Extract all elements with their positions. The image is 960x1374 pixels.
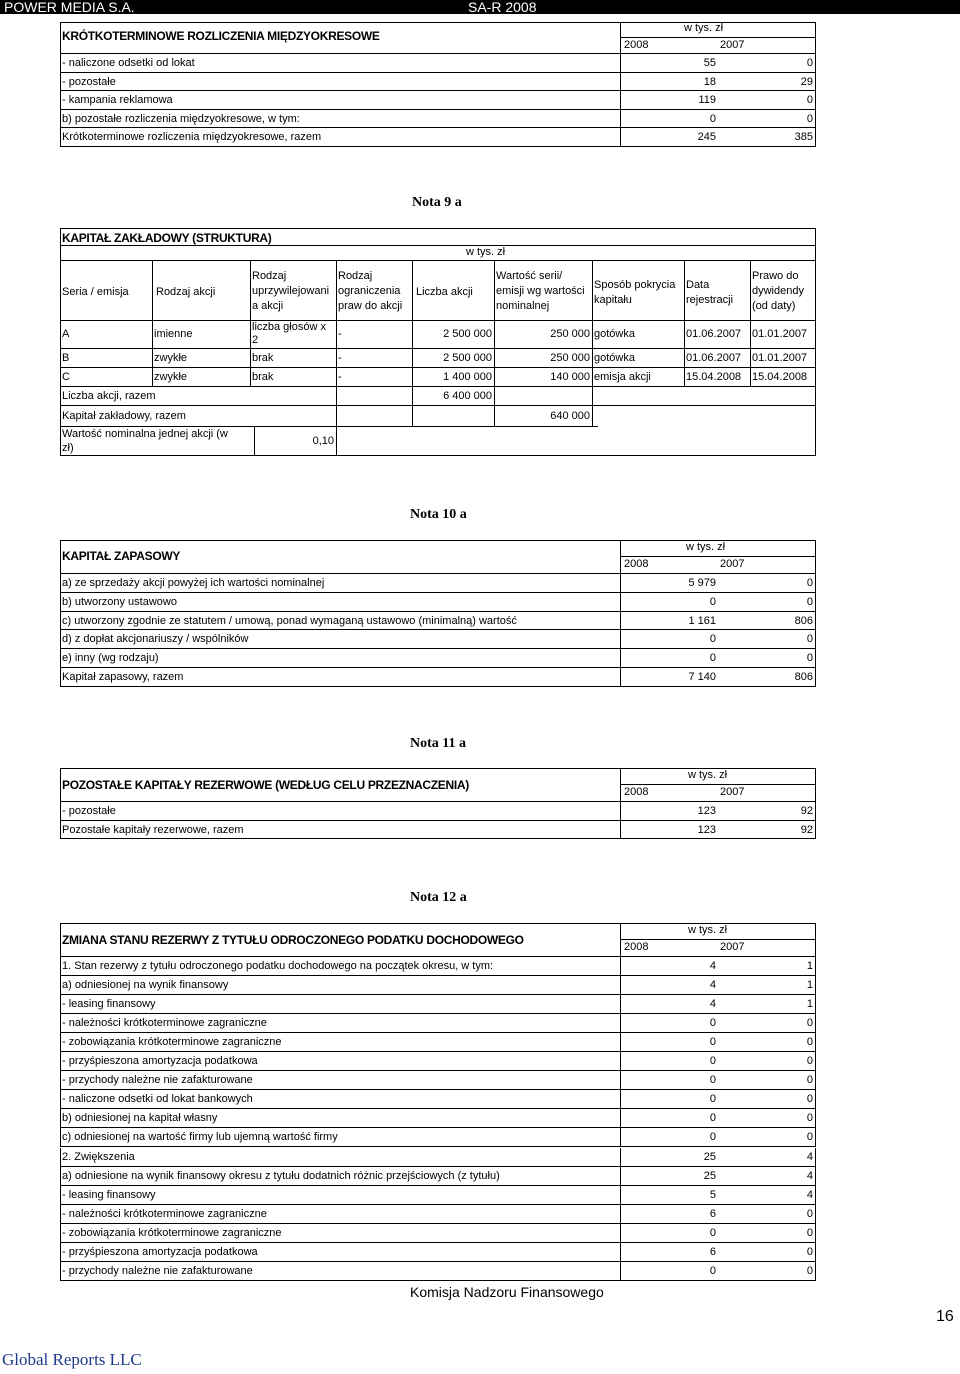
row-label: - pozostałe <box>62 805 116 817</box>
n9-data: 15.04.2008 <box>686 371 742 383</box>
n9-rodzaj: zwykłe <box>154 352 188 364</box>
row-label: c) odniesionej na wartość firmy lub ujemną wartość firmy <box>62 1131 338 1144</box>
row-value-2008: 0 <box>709 1226 716 1239</box>
n9-wartosc: 250 000 <box>550 352 590 364</box>
row-value-2008: 6 <box>709 1207 716 1220</box>
row-label: - zobowiązania krótkoterminowe zagraniczne <box>62 1036 282 1049</box>
n9-col-prawo-2: dywidendy <box>752 285 804 297</box>
n9-prawo: 15.04.2008 <box>752 371 808 383</box>
t1-units: w tys. zł <box>684 22 724 34</box>
row-label: - przychody należne nie zafakturowane <box>62 1264 253 1277</box>
row-value-2008: 4 <box>709 960 716 972</box>
row-value-2008: 0 <box>709 1055 716 1068</box>
row-value-2008: 119 <box>698 94 716 107</box>
row-label: - leasing finansowy <box>62 998 156 1011</box>
row-value-2008: 1 161 <box>688 614 716 627</box>
row-value-2007: 0 <box>806 595 813 608</box>
n9-pokrycie: emisja akcji <box>594 371 651 383</box>
row-value-2007: 0 <box>806 577 813 589</box>
n12-units: w tys. zł <box>688 924 728 936</box>
row-label: a) odniesionej na wynik finansowy <box>62 979 229 992</box>
row-label: - należności krótkoterminowe zagraniczne <box>62 1207 267 1220</box>
n9-col-data-1: Data <box>686 279 710 291</box>
n9-col-wart-3: nominalnej <box>496 300 550 312</box>
row-value-2007: 1 <box>806 979 813 992</box>
n9-nominal-label-2: zł) <box>62 442 74 454</box>
row-label: - pozostałe <box>62 75 116 88</box>
n9-upr-a: brak <box>252 371 274 383</box>
t1-title: KRÓTKOTERMINOWE ROZLICZENIA MIĘDZYOKRESOWE <box>62 29 380 43</box>
row-label: a) odniesione na wynik finansowy okresu z tytułu dodatnich różnic przejściowych (z tytułu) <box>62 1169 500 1182</box>
n9-capital-label: Kapitał zakładowy, razem <box>62 410 186 422</box>
row-value-2007: 4 <box>806 1169 813 1182</box>
row-value-2008: 25 <box>703 1169 716 1182</box>
page-header <box>0 0 960 14</box>
nota10-heading: Nota 10 a <box>410 507 467 522</box>
nota11-title: POZOSTAŁE KAPITAŁY REZERWOWE (WEDŁUG CELU PRZEZNACZENIA) <box>62 778 469 792</box>
row-label: Krótkoterminowe rozliczenia międzyokresowe, razem <box>62 131 322 144</box>
n9-col-pokr-1: Sposób pokrycia <box>594 279 676 291</box>
row-value-2008: 4 <box>709 998 716 1011</box>
row-value-2008: 5 979 <box>688 577 716 589</box>
t1-year-2008: 2008 <box>624 39 649 51</box>
row-label: b) odniesionej na kapitał własny <box>62 1112 218 1125</box>
n9-rodzaj: imienne <box>154 328 193 340</box>
report-code: SA-R 2008 <box>468 0 537 15</box>
n9-col-ogr-3: praw do akcji <box>338 300 403 312</box>
n11-units: w tys. zł <box>688 769 728 781</box>
n9-col-upr-2: uprzywilejowani <box>252 285 330 297</box>
n10-year-2008: 2008 <box>624 558 649 570</box>
row-value-2008: 0 <box>709 633 716 646</box>
row-value-2007: 0 <box>806 1207 813 1220</box>
row-value-2007: 0 <box>806 57 813 69</box>
row-value-2008: 0 <box>709 112 716 125</box>
n9-ogr: - <box>338 371 342 383</box>
row-value-2007: 0 <box>806 633 813 646</box>
row-value-2008: 18 <box>703 75 716 88</box>
row-value-2007: 0 <box>806 1131 813 1144</box>
row-value-2008: 55 <box>703 57 716 69</box>
t1-year-2007: 2007 <box>720 39 745 51</box>
n9-liczba: 2 500 000 <box>443 352 492 364</box>
n9-col-ogr-2: ograniczenia <box>338 285 401 297</box>
n11-year-2008: 2008 <box>624 786 649 798</box>
row-value-2007: 29 <box>800 75 813 88</box>
row-label: - przychody należne nie zafakturowane <box>62 1074 253 1087</box>
n9-col-wart-2: emisji wg wartości <box>496 285 585 297</box>
row-label: - kampania reklamowa <box>62 94 173 107</box>
nota12-heading: Nota 12 a <box>410 890 467 905</box>
row-label: c) utworzony zgodnie ze statutem / umową, ponad wymaganą ustawowo (minimalną) wartość <box>62 614 517 627</box>
nota9-units: w tys. zł <box>466 246 506 258</box>
row-value-2007: 0 <box>806 1055 813 1068</box>
row-value-2008: 123 <box>697 823 716 836</box>
row-value-2008: 6 <box>709 1245 716 1258</box>
row-value-2008: 0 <box>709 595 716 608</box>
row-label: - przyśpieszona amortyzacja podatkowa <box>62 1055 258 1068</box>
n9-rodzaj: zwykłe <box>154 371 188 383</box>
row-value-2007: 0 <box>806 94 813 107</box>
footer-commission: Komisja Nadzoru Finansowego <box>410 1284 604 1300</box>
n9-col-ogr-1: Rodzaj <box>338 270 373 282</box>
n10-units: w tys. zł <box>686 541 726 553</box>
row-value-2008: 0 <box>709 1036 716 1049</box>
n10-year-2007: 2007 <box>720 558 745 570</box>
row-label: a) ze sprzedaży akcji powyżej ich wartości nominalnej <box>62 577 325 589</box>
row-label: - naliczone odsetki od lokat bankowych <box>62 1093 253 1106</box>
nota12-title: ZMIANA STANU REZERWY Z TYTUŁU ODROCZONEGO PODATKU DOCHODOWEGO <box>62 933 524 947</box>
row-label: - zobowiązania krótkoterminowe zagraniczne <box>62 1226 282 1239</box>
row-value-2008: 0 <box>709 1112 716 1125</box>
n9-col-pokr-2: kapitału <box>594 294 632 306</box>
row-label: - należności krótkoterminowe zagraniczne <box>62 1017 267 1030</box>
n9-total-shares: 6 400 000 <box>443 390 492 402</box>
n9-col-liczba: Liczba akcji <box>416 286 473 298</box>
n9-nominal-label-1: Wartość nominalna jednej akcji (w <box>62 428 228 440</box>
row-label: 2. Zwiększenia <box>62 1150 135 1163</box>
n9-ogr: - <box>338 352 342 364</box>
row-value-2007: 1 <box>806 998 813 1011</box>
row-label: 1. Stan rezerwy z tytułu odroczonego podatku dochodowego na początek okresu, w tym: <box>62 960 494 972</box>
n9-prawo: 01.01.2007 <box>752 352 808 364</box>
row-label: - naliczone odsetki od lokat <box>62 57 195 69</box>
page-number: 16 <box>936 1308 954 1325</box>
n9-col-data-2: rejestracji <box>686 294 734 306</box>
n9-liczba: 2 500 000 <box>443 328 492 340</box>
n9-ogr: - <box>338 328 342 340</box>
n9-seria: A <box>62 328 70 340</box>
n9-prawo: 01.01.2007 <box>752 328 808 340</box>
n9-pokrycie: gotówka <box>594 328 635 340</box>
row-label: b) pozostałe rozliczenia międzyokresowe, w tym: <box>62 112 300 125</box>
row-label: e) inny (wg rodzaju) <box>62 652 159 665</box>
row-value-2007: 0 <box>806 1264 813 1277</box>
row-value-2008: 0 <box>709 1131 716 1144</box>
row-label: - leasing finansowy <box>62 1188 156 1201</box>
nota10-title: KAPITAŁ ZAPASOWY <box>62 549 181 563</box>
brand-logo-text: Global Reports LLC <box>2 1350 142 1369</box>
nota9-title: KAPITAŁ ZAKŁADOWY (STRUKTURA) <box>62 231 272 245</box>
n9-nominal: 0,10 <box>312 435 334 447</box>
n9-upr-b: 2 <box>252 334 259 346</box>
n9-data: 01.06.2007 <box>686 352 742 364</box>
n9-seria: B <box>62 352 70 364</box>
nota9-heading: Nota 9 a <box>412 195 462 210</box>
row-value-2007: 0 <box>806 1036 813 1049</box>
row-value-2008: 25 <box>703 1150 716 1163</box>
n9-col-prawo-3: (od daty) <box>752 300 796 312</box>
row-value-2008: 0 <box>709 1074 716 1087</box>
n9-liczba: 1 400 000 <box>443 371 492 383</box>
row-value-2007: 92 <box>800 823 813 836</box>
row-value-2007: 806 <box>794 671 813 683</box>
row-value-2007: 806 <box>794 614 813 627</box>
row-value-2007: 4 <box>806 1150 813 1163</box>
row-value-2007: 385 <box>794 131 813 144</box>
row-value-2008: 0 <box>709 1093 716 1106</box>
company-name: POWER MEDIA S.A. <box>4 0 135 15</box>
n9-seria: C <box>62 371 70 383</box>
row-value-2008: 5 <box>709 1188 716 1201</box>
row-value-2007: 1 <box>806 960 813 972</box>
n9-col-upr-3: a akcji <box>252 300 284 312</box>
n9-col-prawo-1: Prawo do <box>752 270 799 282</box>
n9-col-rodzaj: Rodzaj akcji <box>156 286 216 298</box>
n9-col-upr-1: Rodzaj <box>252 270 287 282</box>
n9-upr-a: brak <box>252 352 274 364</box>
row-value-2008: 0 <box>709 1017 716 1030</box>
n9-wartosc: 140 000 <box>550 371 590 383</box>
row-value-2007: 0 <box>806 1245 813 1258</box>
row-label: b) utworzony ustawowo <box>62 595 177 608</box>
row-value-2008: 245 <box>697 131 716 144</box>
row-value-2007: 0 <box>806 1093 813 1106</box>
n12-year-2008: 2008 <box>624 941 649 953</box>
n9-data: 01.06.2007 <box>686 328 742 340</box>
row-value-2007: 0 <box>806 112 813 125</box>
n9-wartosc: 250 000 <box>550 328 590 340</box>
row-label: - przyśpieszona amortyzacja podatkowa <box>62 1245 258 1258</box>
row-value-2008: 123 <box>697 805 716 817</box>
row-value-2008: 4 <box>709 979 716 992</box>
row-label: Pozostałe kapitały rezerwowe, razem <box>62 823 244 836</box>
row-value-2007: 0 <box>806 1074 813 1087</box>
row-label: d) z dopłat akcjonariuszy / wspólników <box>62 633 249 646</box>
row-value-2008: 7 140 <box>688 671 716 683</box>
n9-col-wart-1: Wartość serii/ <box>496 270 563 282</box>
row-value-2007: 0 <box>806 1017 813 1030</box>
n9-pokrycie: gotówka <box>594 352 635 364</box>
n9-col-seria: Seria / emisja <box>62 286 129 298</box>
row-value-2008: 0 <box>709 652 716 665</box>
row-value-2007: 0 <box>806 652 813 665</box>
row-value-2007: 4 <box>806 1188 813 1201</box>
n9-upr-a: liczba głosów x <box>252 321 326 333</box>
n9-total-shares-label: Liczba akcji, razem <box>62 390 156 402</box>
row-value-2008: 0 <box>709 1264 716 1277</box>
n12-year-2007: 2007 <box>720 941 745 953</box>
n9-capital: 640 000 <box>550 410 590 422</box>
n11-year-2007: 2007 <box>720 786 745 798</box>
row-label: Kapitał zapasowy, razem <box>62 671 184 683</box>
row-value-2007: 0 <box>806 1226 813 1239</box>
row-value-2007: 92 <box>800 805 813 817</box>
nota11-heading: Nota 11 a <box>410 736 466 751</box>
row-value-2007: 0 <box>806 1112 813 1125</box>
